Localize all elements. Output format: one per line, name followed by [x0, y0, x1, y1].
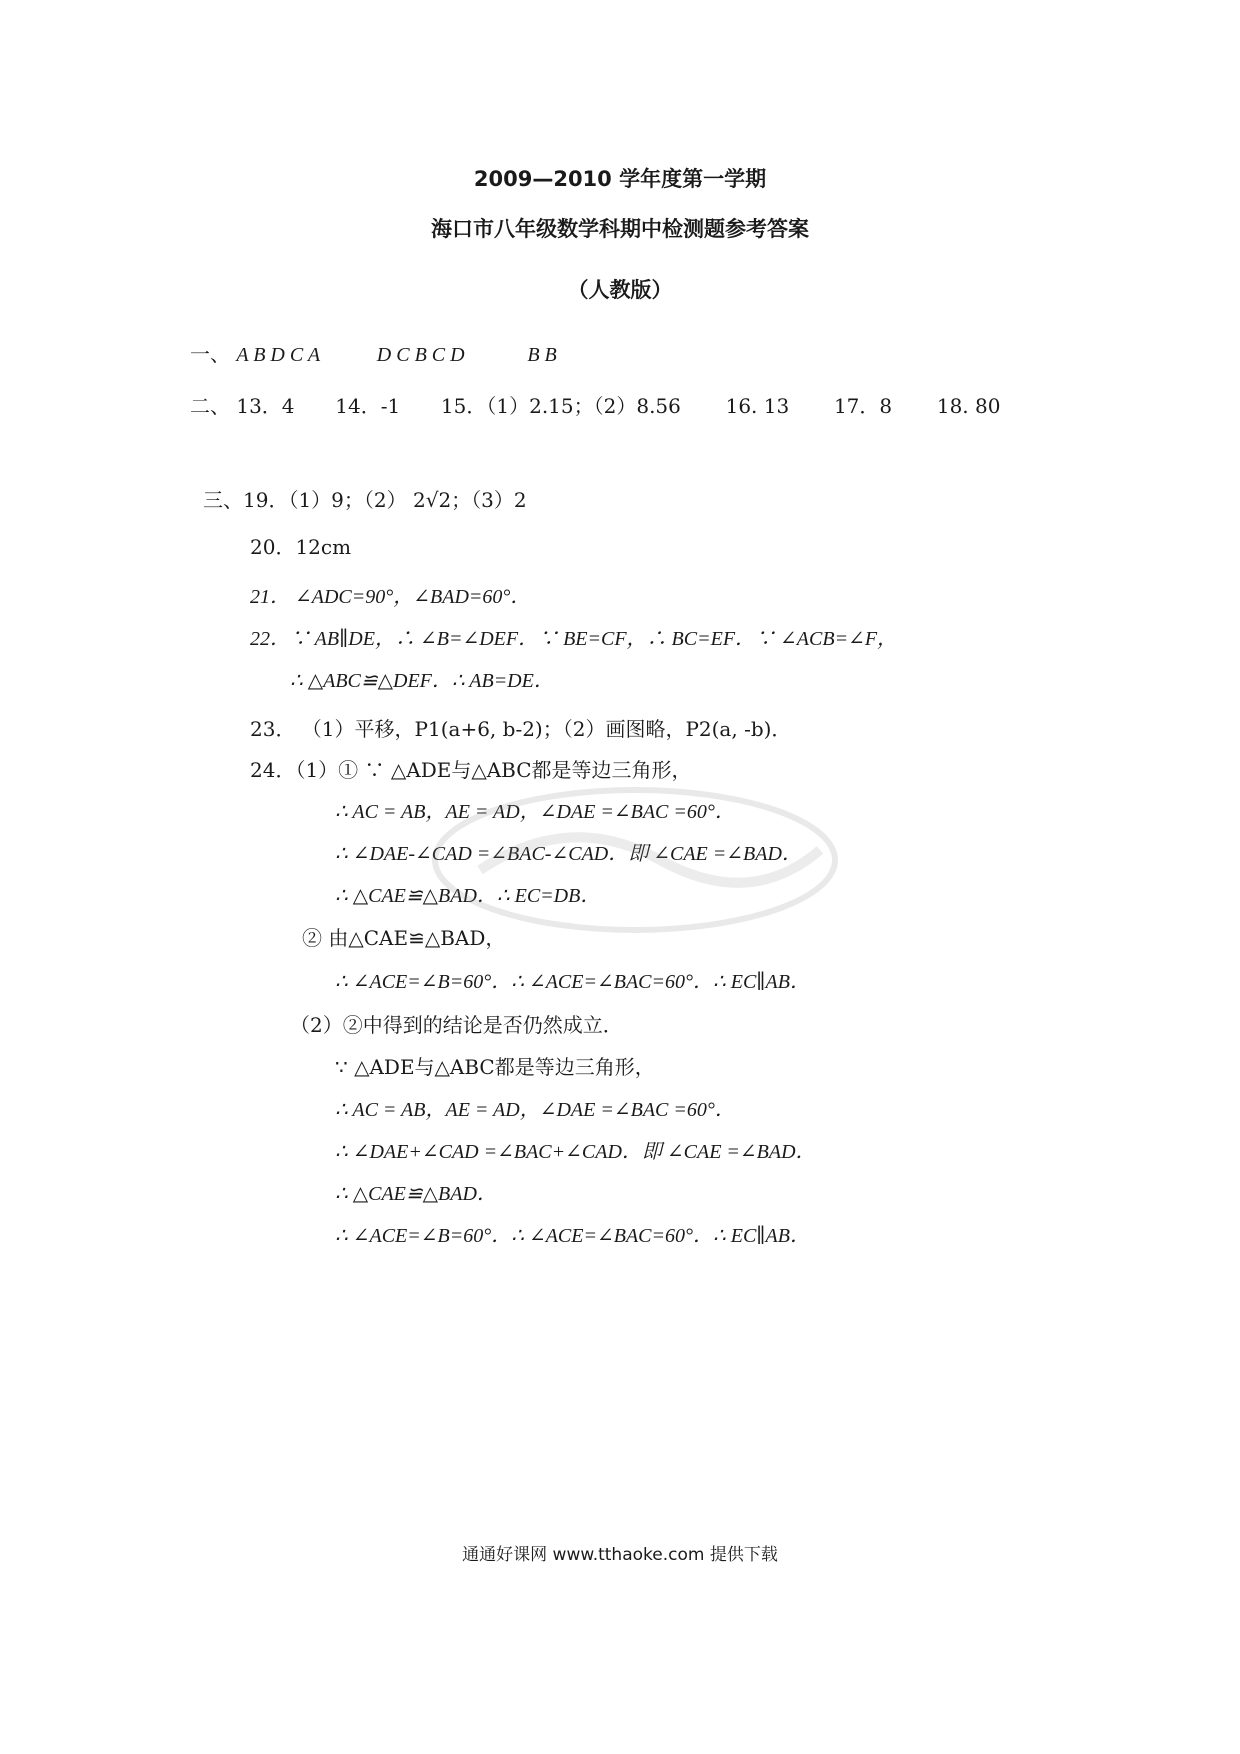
- answer-24-line2: ∴ AC = AB，AE = AD，∠DAE =∠BAC =60°．: [335, 801, 735, 823]
- answer-24-line4: ∴ △CAE≌△BAD．∴ EC=DB．: [335, 885, 601, 907]
- title-year: 2009—2010 学年度第一学期: [473, 167, 767, 191]
- answer-24-line5: ② 由△CAE≌△BAD，: [302, 926, 506, 950]
- section2-item: 14．-1: [335, 394, 401, 418]
- footer-source: 通通好课网 www.tthaoke.com 提供下载: [462, 1545, 778, 1565]
- section1-group3: B B: [527, 344, 557, 366]
- section2-item: 15．（1）2.15；（2）8.56: [440, 394, 681, 418]
- answer-24-line8: ∵ △ADE与△ABC都是等边三角形，: [335, 1055, 655, 1079]
- answer-24-line12: ∴ ∠ACE=∠B=60°．∴ ∠ACE=∠BAC=60°．∴ EC∥AB．: [335, 1225, 810, 1247]
- watermark-stamp: [420, 770, 850, 950]
- section2-item: 16. 13: [725, 394, 790, 418]
- answer-24-line11: ∴ △CAE≌△BAD．: [335, 1183, 497, 1205]
- answer-24-line7: （2）②中得到的结论是否仍然成立．: [290, 1013, 623, 1037]
- answer-20: 20．12cm: [250, 535, 352, 559]
- answer-24-line9: ∴ AC = AB，AE = AD，∠DAE =∠BAC =60°．: [335, 1099, 735, 1121]
- section1-row: [190, 342, 557, 367]
- section1-group1: A B D C A: [236, 344, 321, 366]
- section2-item: 18. 80: [936, 394, 1001, 418]
- section2-item: 17．8: [833, 394, 893, 418]
- answer-22-line1: 22．∵ AB∥DE，∴ ∠B=∠DEF．∵ BE=CF，∴ BC=EF．∵ ∠ACB=∠F，: [250, 628, 898, 650]
- section2-row: [190, 394, 1000, 418]
- section1-group2: D C B C D: [376, 344, 465, 366]
- section1-label: 一、: [190, 342, 230, 366]
- answer-24-line10: ∴ ∠DAE+∠CAD =∠BAC+∠CAD．即 ∠CAE =∠BAD．: [335, 1141, 816, 1163]
- answer-22-line2: ∴ △ABC≌△DEF．∴ AB=DE．: [290, 670, 554, 692]
- title-main: 海口市八年级数学科期中检测题参考答案: [431, 217, 809, 241]
- answer-24-line1: 24．（1）① ∵ △ADE与△ABC都是等边三角形，: [250, 758, 692, 782]
- answer-23: 23． （1）平移，P1(a+6, b-2)；（2）画图略，P2(a, -b)．: [250, 717, 792, 741]
- answer-24-line6: ∴ ∠ACE=∠B=60°．∴ ∠ACE=∠BAC=60°．∴ EC∥AB．: [335, 971, 810, 993]
- section2-item: 13．4: [236, 394, 295, 418]
- answer-24-line3: ∴ ∠DAE-∠CAD =∠BAC-∠CAD．即 ∠CAE =∠BAD．: [335, 843, 802, 865]
- section2-label: 二、: [190, 394, 230, 418]
- title-edition: （人教版）: [567, 278, 673, 302]
- answer-21: 21． ∠ADC=90°，∠BAD=60°．: [250, 586, 531, 608]
- answer-19: 三、19．（1）9；（2） 2√2；（3）2: [203, 488, 527, 512]
